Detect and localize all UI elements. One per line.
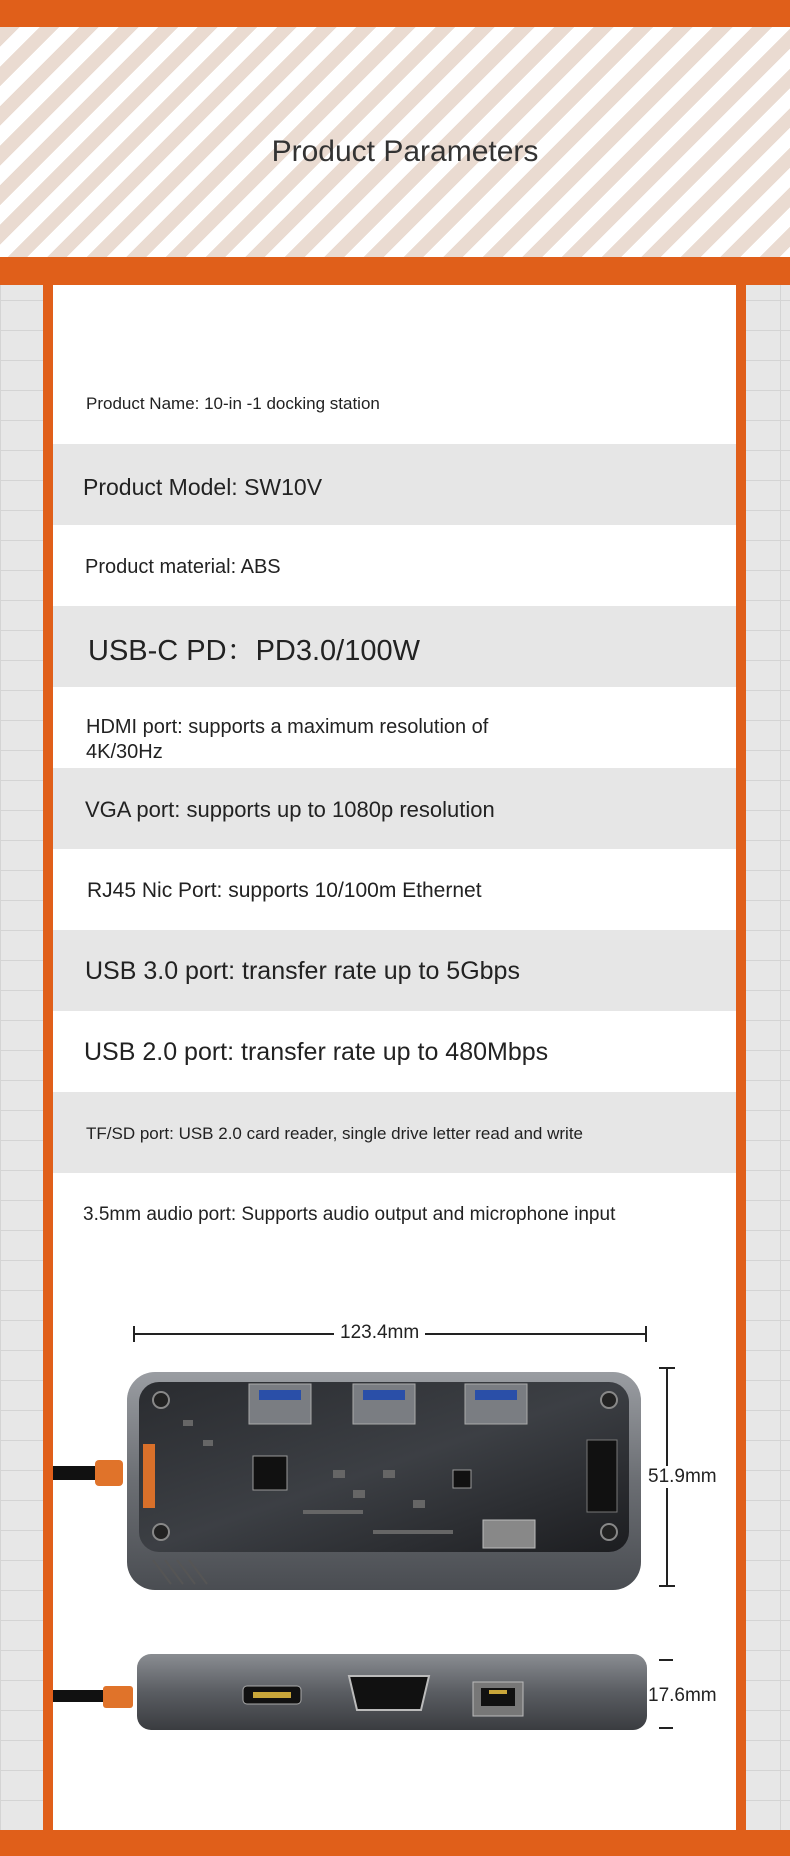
length-dimension-tick-left (133, 1326, 135, 1342)
spec-text: VGA port: supports up to 1080p resolution (85, 797, 495, 822)
spec-text: 3.5mm audio port: Supports audio output and microphone input (83, 1204, 616, 1225)
spec-row-tf-sd (53, 1092, 736, 1173)
usb-tongue-icon (475, 1390, 517, 1400)
spec-row-usb20 (53, 1011, 736, 1092)
cable-connector-icon (95, 1460, 123, 1486)
spec-row-product-name (53, 363, 736, 444)
bottom-accent-bar (0, 1830, 790, 1856)
spec-text: USB-C PD：PD3.0/100W (88, 635, 420, 667)
page-title: Product Parameters (271, 135, 539, 168)
height-dimension-tick-bottom (659, 1727, 673, 1729)
screw-icon (601, 1524, 617, 1540)
usb-tongue-icon (363, 1390, 405, 1400)
screw-icon (601, 1392, 617, 1408)
screw-icon (153, 1524, 169, 1540)
chip-icon (453, 1470, 471, 1488)
spec-row-usb-c-pd (53, 606, 736, 687)
rj45-port-icon (483, 1520, 535, 1548)
dock-top-view-illustration (53, 1360, 653, 1600)
spec-text: RJ45 Nic Port: supports 10/100m Ethernet (87, 879, 482, 902)
header-accent-band (0, 257, 790, 285)
width-dimension-tick-top (659, 1367, 675, 1369)
spec-text: USB 2.0 port: transfer rate up to 480Mbps (84, 1038, 549, 1066)
screw-icon (153, 1392, 169, 1408)
spec-text: Product Model: SW10V (83, 474, 323, 500)
length-dimension-tick-right (645, 1326, 647, 1342)
spec-row-hdmi (53, 687, 736, 768)
cable-connector-icon (103, 1686, 133, 1708)
top-accent-bar (0, 0, 790, 27)
usb-c-port-icon (143, 1444, 155, 1508)
height-label: 17.6mm (648, 1685, 717, 1706)
spec-text: Product material: ABS (85, 556, 281, 578)
chip-icon (253, 1456, 287, 1490)
width-dimension-tick-bottom (659, 1585, 675, 1587)
spec-row-product-model (53, 444, 736, 525)
spec-row-rj45 (53, 849, 736, 930)
spec-row-audio (53, 1173, 736, 1254)
spec-text: USB 3.0 port: transfer rate up to 5Gbps (85, 957, 520, 985)
spec-text: TF/SD port: USB 2.0 card reader, single drive letter read and write (86, 1124, 584, 1143)
spec-row-material (53, 525, 736, 606)
usb-tongue-icon (259, 1390, 301, 1400)
hdmi-pins-icon (253, 1692, 291, 1698)
header-banner (0, 27, 790, 257)
frame-right-border (736, 285, 746, 1830)
spec-text: Product Name: 10-in -1 docking station (86, 394, 380, 413)
spec-row-vga (53, 768, 736, 849)
sd-slot-icon (587, 1440, 617, 1512)
spec-row-usb30 (53, 930, 736, 1011)
length-label: 123.4mm (334, 1322, 425, 1344)
width-label: 51.9mm (648, 1466, 717, 1487)
rj45-pins-icon (489, 1690, 507, 1694)
height-dimension-tick-top (659, 1659, 673, 1661)
dock-side-view-illustration (53, 1648, 653, 1738)
vga-port-icon (349, 1676, 429, 1710)
frame-left-border (43, 285, 53, 1830)
spec-text: HDMI port: supports a maximum resolution of 4K/30Hz (86, 716, 489, 763)
